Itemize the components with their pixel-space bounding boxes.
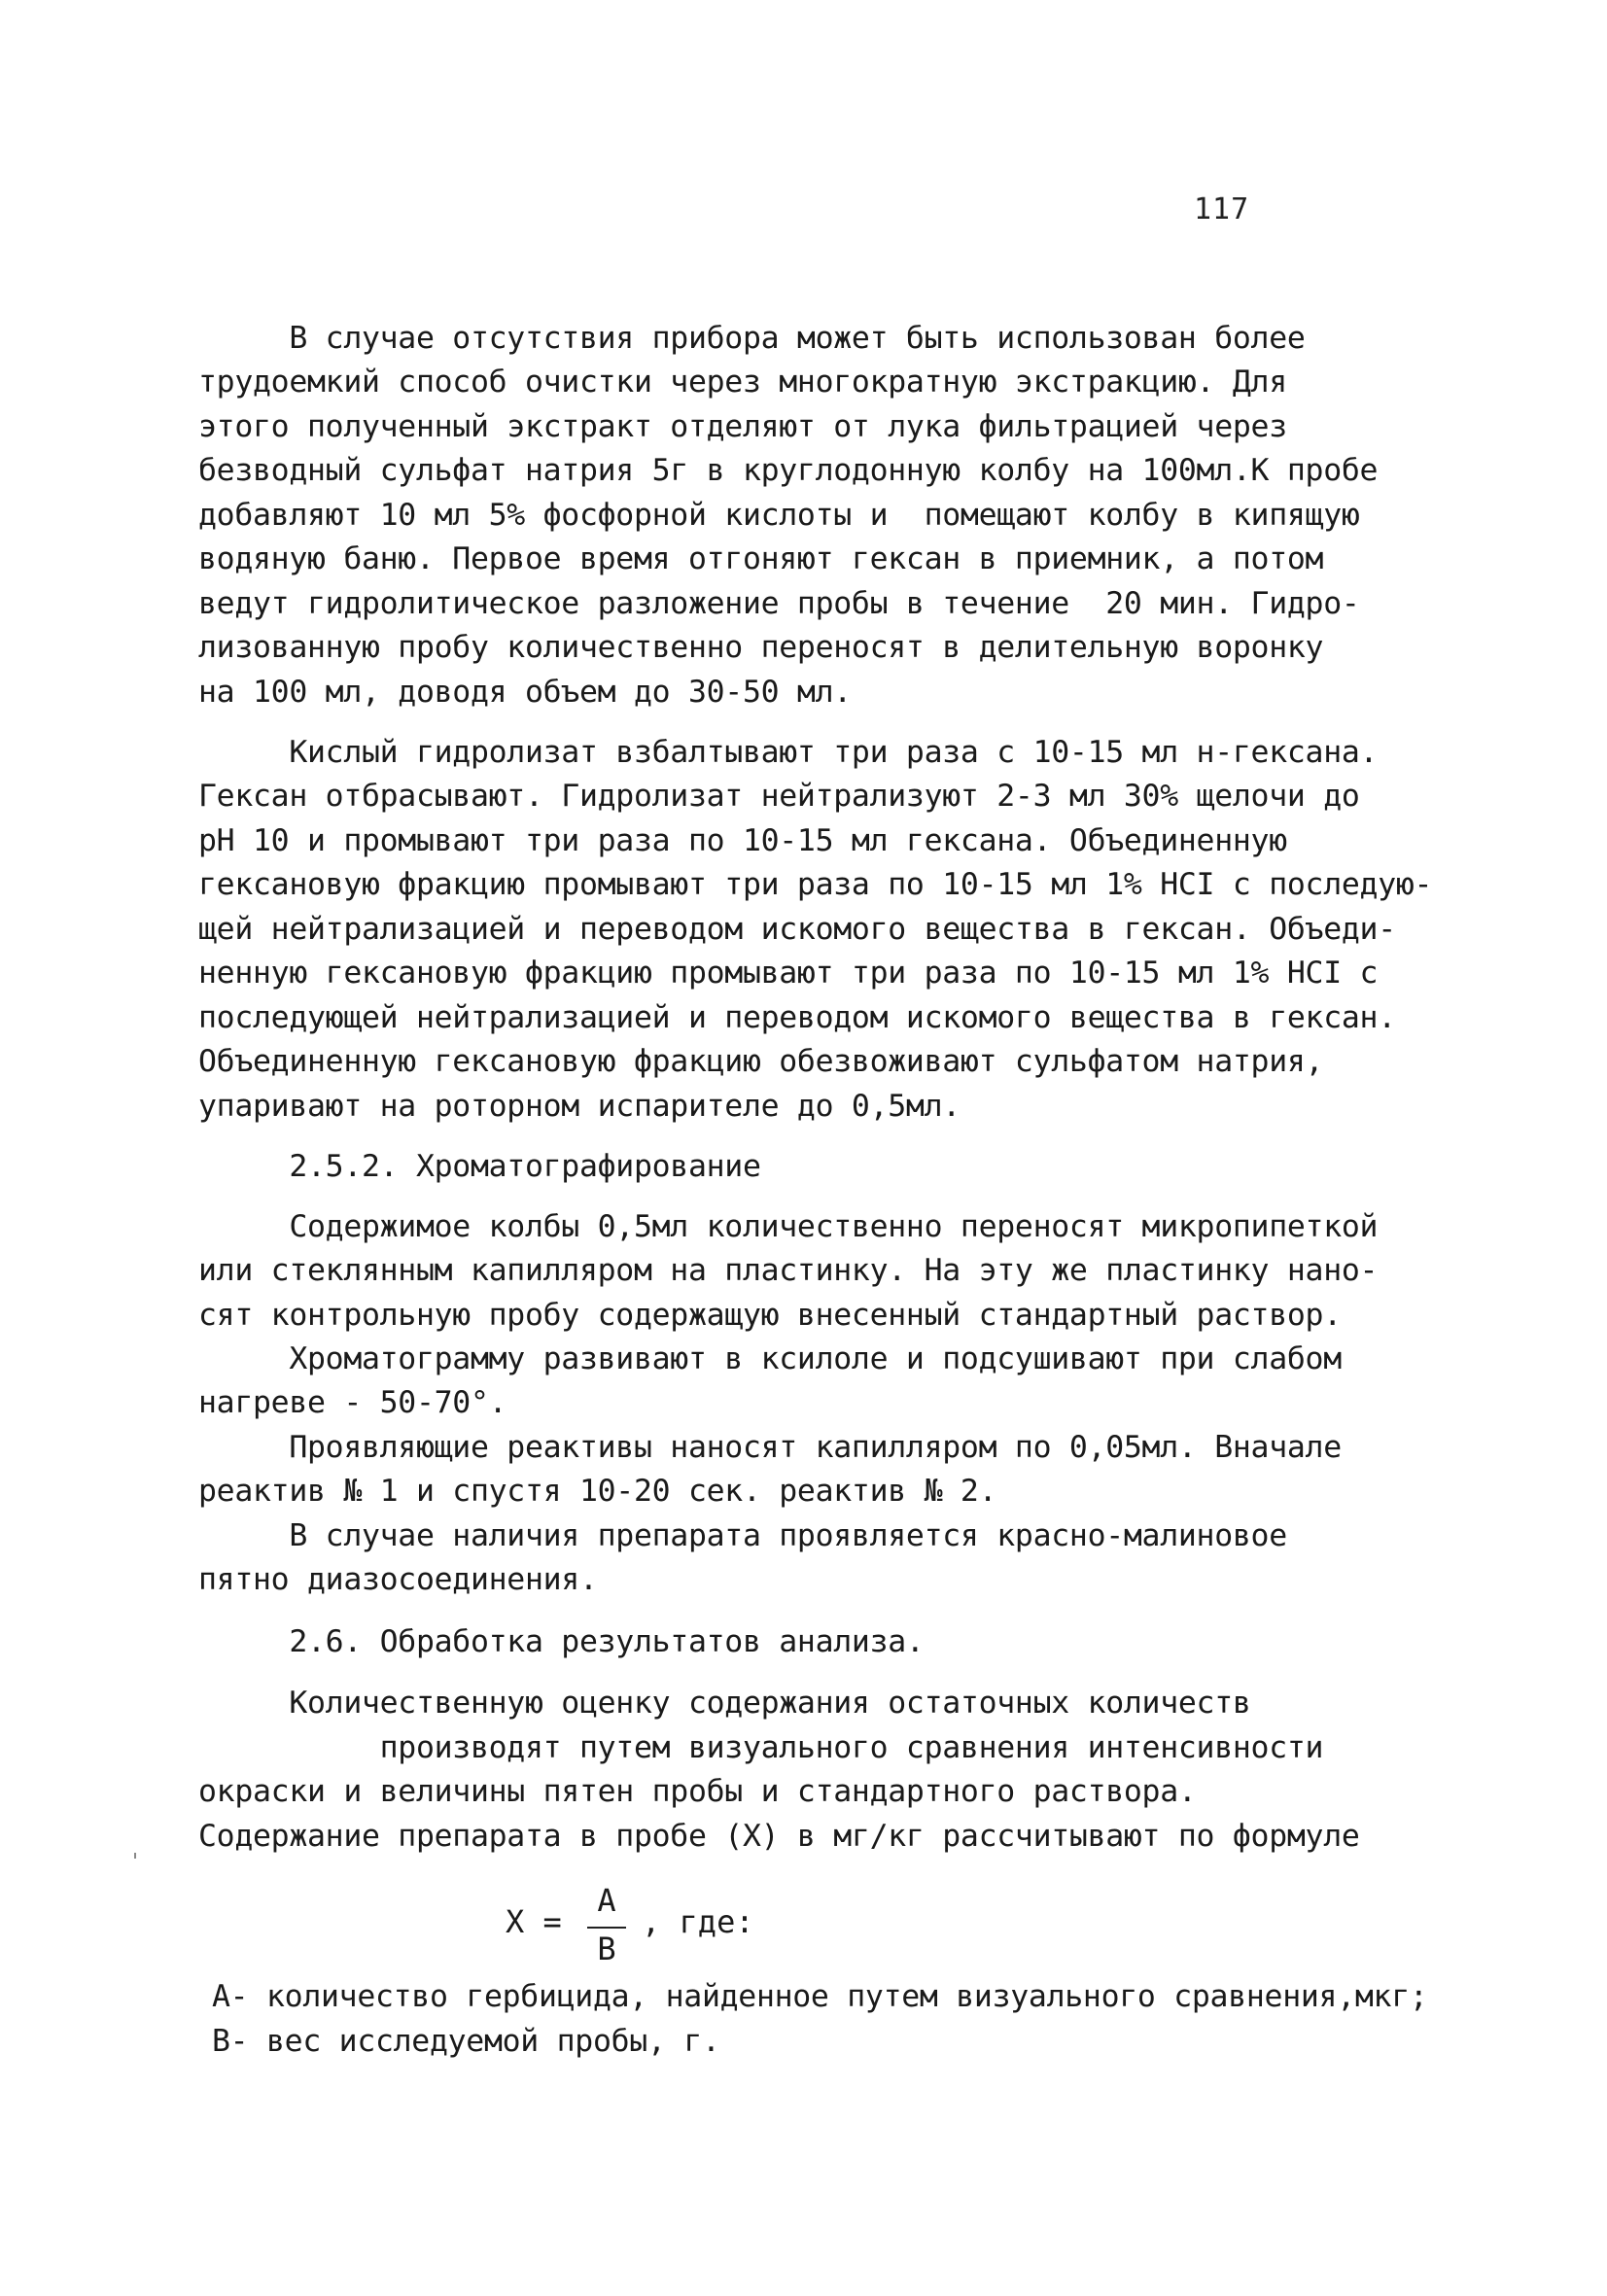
text-line: упаривают на роторном испарителе до 0,5мл. (198, 1089, 961, 1124)
text-line: Проявляющие реактивы наносят капилляром по 0,05мл. Вначале (198, 1430, 1342, 1465)
text-line: на 100 мл, доводя объем до 30-50 мл. (198, 675, 852, 710)
page-number: 117 (1194, 192, 1250, 226)
text-line: В случае наличия препарата проявляется красно-малиновое (198, 1518, 1287, 1553)
text-line: безводный сульфат натрия 5г в круглодонную колбу на 100мл.К пробе (198, 453, 1379, 488)
margin-mark (134, 1853, 136, 1859)
text-line: ведут гидролитическое разложение пробы в течение 20 мин. Гидро- (198, 586, 1360, 621)
formula-numerator: A (597, 1882, 616, 1919)
formula-lhs: X = (506, 1903, 562, 1940)
section-heading: 2.6. Обработка результатов анализа. (198, 1624, 925, 1659)
formula-denominator: B (597, 1931, 616, 1967)
text-line: Количественную оценку содержания остаточных количеств (198, 1686, 1251, 1721)
formula-rest: , где: (642, 1903, 754, 1940)
text-line: трудоемкий способ очистки через многократную экстракцию. Для (198, 365, 1287, 400)
text-line: или стеклянным капилляром на пластинку. На эту же пластинку нано- (198, 1253, 1379, 1288)
text-line: окраски и величины пятен пробы и стандартного раствора. (198, 1774, 1197, 1809)
text-line: этого полученный экстракт отделяют от лука фильтрацией через (198, 409, 1287, 444)
text-line: пятно диазосоединения. (198, 1562, 598, 1597)
text-line: щей нейтрализацией и переводом искомого вещества в гексан. Объеди- (198, 912, 1396, 947)
text-line: гексановую фракцию промывают три раза по 10-15 мл 1% HCI с последую- (198, 867, 1433, 902)
text-line: Объединенную гексановую фракцию обезвоживают сульфатом натрия, (198, 1044, 1324, 1079)
section-heading: 2.5.2. Хроматографирование (198, 1149, 761, 1184)
definition-line: B- вес исследуемой пробы, г. (212, 2024, 720, 2059)
text-line: водяную баню. Первое время отгоняют гексан в приемник, а потом (198, 541, 1324, 576)
text-line: ненную гексановую фракцию промывают три раза по 10-15 мл 1% HCI с (198, 956, 1379, 991)
text-line: сят контрольную пробу содержащую внесенный стандартный раствор. (198, 1298, 1342, 1333)
text-line: добавляют 10 мл 5% фосфорной кислоты и помещают колбу в кипящую (198, 498, 1360, 533)
text-line: Кислый гидролизат взбалтывают три раза с 10-15 мл н-гексана. (198, 735, 1379, 770)
text-line: pH 10 и промывают три раза по 10-15 мл гексана. Объединенную (198, 823, 1287, 858)
definition-line: A- количество гербицида, найденное путем визуального сравнения,мкг; (212, 1979, 1428, 2014)
text-line: последующей нейтрализацией и переводом искомого вещества в гексан. (198, 1000, 1396, 1035)
fraction-bar (587, 1927, 626, 1929)
text-line: Хроматограмму развивают в ксилоле и подсушивают при слабом (198, 1341, 1342, 1376)
text-line: Содержимое колбы 0,5мл количественно переносят микропипеткой (198, 1209, 1379, 1244)
text-line: производят путем визуального сравнения интенсивности (198, 1730, 1324, 1765)
text-line: лизованную пробу количественно переносят в делительную воронку (198, 630, 1324, 665)
text-line: Содержание препарата в пробе (X) в мг/кг рассчитывают по формуле (198, 1819, 1360, 1854)
text-line: нагреве - 50-70°. (198, 1385, 507, 1420)
text-line: Гексан отбрасывают. Гидролизат нейтрализуют 2-3 мл 30% щелочи до (198, 779, 1360, 814)
text-line: В случае отсутствия прибора может быть использован более (198, 321, 1306, 356)
text-line: реактив № 1 и спустя 10-20 сек. реактив № 2. (198, 1474, 997, 1509)
formula (506, 1884, 817, 1971)
